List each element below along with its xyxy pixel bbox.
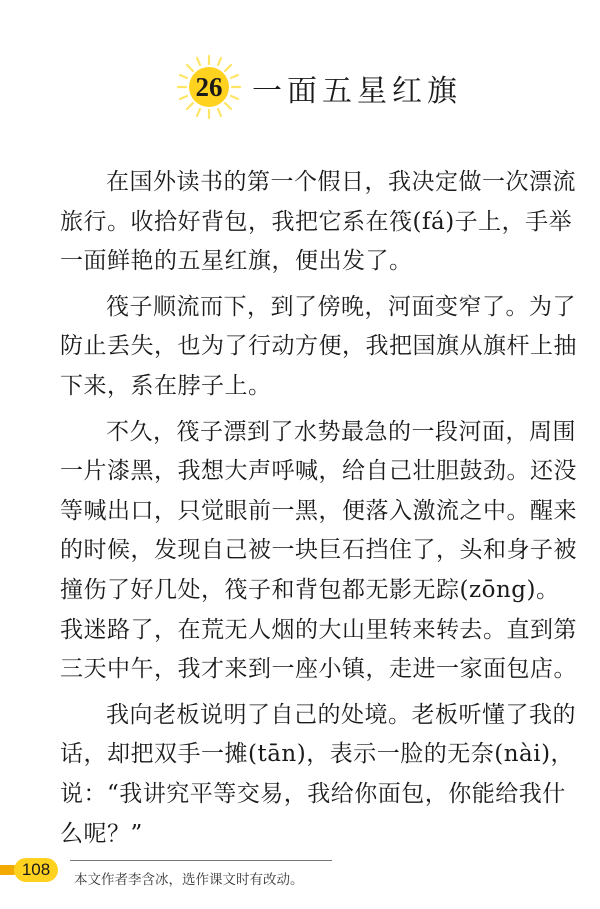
footnote-divider	[70, 860, 332, 861]
lesson-title: 一面五星红旗	[252, 74, 462, 109]
paragraph: 我向老板说明了自己的处境。老板听懂了我的话，却把双手一摊(tān)，表示一脸的无奈(nài)，说：“我讲究平等交易，我给你面包，你能给我什么呢？”	[60, 701, 576, 847]
lesson-header	[0, 52, 600, 122]
paragraph: 筏子顺流而下，到了傍晚，河面变窄了。为了防止丢失，也为了行动方便，我把国旗从旗杆上抽下来，系在脖子上。	[60, 293, 577, 399]
footnote: 本文作者李含冰，选作课文时有改动。	[74, 872, 304, 888]
lesson-number: 26	[195, 71, 223, 102]
lesson-body	[60, 163, 580, 860]
page-number: 108	[14, 858, 58, 882]
paragraph: 不久，筏子漂到了水势最急的一段河面，周围一片漆黑，我想大声呼喊，给自己壮胆鼓劲。还没等喊出口，只觉眼前一黑，便落入激流之中。醒来的时候，发现自己被一块巨石挡住了，头和身子被撞伤了好几处，筏子和背包都无影无踪(zōng)。我迷路了，在荒无人烟的大山里转来转去。直到第三天中午，我才来到一座小镇，走进一家面包店。	[60, 418, 577, 683]
paragraph: 在国外读书的第一个假日，我决定做一次漂流旅行。收拾好背包，我把它系在筏(fá)子上，手举一面鲜艳的五星红旗，便出发了。	[60, 169, 576, 275]
